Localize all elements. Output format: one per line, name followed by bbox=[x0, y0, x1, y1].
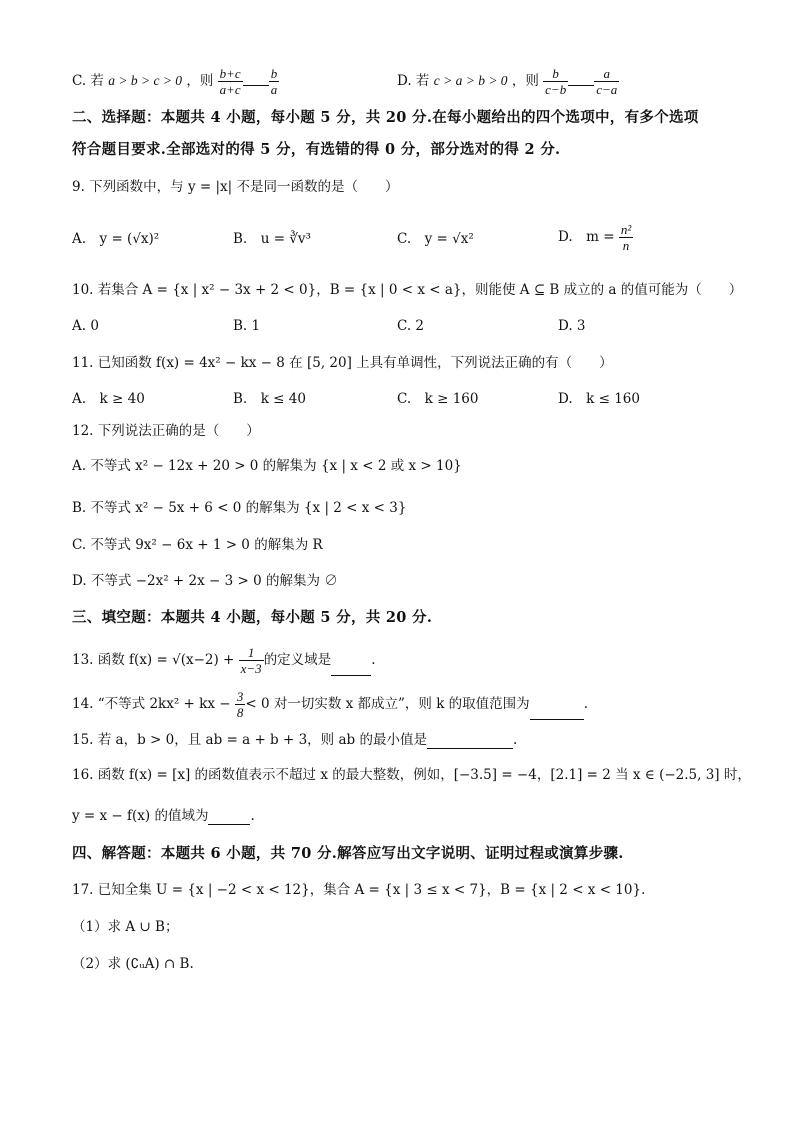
text: ，则 bbox=[511, 73, 539, 89]
question-11-option-b: B. k ≤ 40 bbox=[233, 391, 306, 407]
math-expr: a > b > c > 0 bbox=[108, 73, 183, 88]
text: 13. 函数 f(x) = √(x−2) + bbox=[72, 652, 235, 668]
question-14: 14. “不等式 2kx² + kx − $\frac{3}{8}$ < 0 对一切实数 x 都成立”，则 k 的取值范围为 . bbox=[72, 689, 588, 720]
answer-blank bbox=[331, 661, 371, 676]
frac-den: 8 bbox=[236, 705, 244, 720]
fraction bbox=[218, 66, 243, 97]
fraction bbox=[239, 645, 264, 676]
answer-blank bbox=[568, 77, 594, 86]
question-10-option-b: B. 1 bbox=[233, 318, 261, 334]
frac-num: n² bbox=[620, 222, 632, 237]
fraction bbox=[543, 66, 568, 97]
fraction bbox=[619, 222, 633, 253]
fraction bbox=[269, 66, 280, 97]
text: 的定义域是 bbox=[263, 652, 332, 668]
fraction bbox=[235, 689, 246, 720]
text: 14. “不等式 2kx² + kx − bbox=[72, 696, 231, 712]
frac-num: b+c bbox=[219, 66, 241, 81]
question-17-part-2: （2）求 (∁ᵤA) ∩ B. bbox=[72, 956, 194, 972]
text: y = x − f(x) 的值域为 bbox=[72, 808, 209, 824]
question-10-option-a: A. 0 bbox=[72, 318, 99, 334]
frac-den: c−b bbox=[545, 82, 567, 97]
fraction bbox=[594, 66, 619, 97]
question-15: 15. 若 a，b > 0，且 ab = a + b + 3，则 ab 的最小值是 . bbox=[72, 732, 518, 748]
frac-num: b bbox=[270, 66, 278, 81]
question-9-option-d bbox=[558, 222, 633, 253]
question-11-option-d: D. k ≤ 160 bbox=[558, 391, 640, 407]
question-12-option-d: D. 不等式 −2x² + 2x − 3 > 0 的解集为 ∅ bbox=[72, 573, 338, 589]
frac-num: a bbox=[594, 66, 619, 82]
answer-blank bbox=[427, 734, 513, 749]
question-12-option-b: B. 不等式 x² − 5x + 6 < 0 的解集为 {x | 2 < x < 3} bbox=[72, 500, 407, 516]
answer-blank bbox=[208, 810, 250, 825]
section-2-heading-line1: 二、选择题：本题共 4 小题，每小题 5 分，共 20 分.在每小题给出的四个选项中，有多个选项 bbox=[72, 109, 699, 126]
question-9-option-c: C. y = √x² bbox=[397, 231, 474, 247]
frac-den: n bbox=[622, 238, 630, 253]
option-label: C. 若 bbox=[72, 73, 104, 89]
question-9-option-b: B. u = ∛v³ bbox=[233, 231, 311, 247]
question-10-option-c: C. 2 bbox=[397, 318, 425, 334]
option-label: D. m = bbox=[558, 229, 615, 245]
question-12-stem: 12. 下列说法正确的是（ ） bbox=[72, 423, 260, 439]
question-13: 13. 函数 f(x) = √(x−2) + $\frac{1}{x-3}$ 的定义域是 . bbox=[72, 645, 376, 676]
question-16-line1: 16. 函数 f(x) = [x] 的函数值表示不超过 x 的最大整数，例如，[−3.5] = −4，[2.1] = 2 当 x ∈ (−2.5, 3] 时， bbox=[72, 767, 751, 783]
option-c-prev bbox=[72, 66, 279, 97]
question-11-option-c: C. k ≥ 160 bbox=[397, 391, 479, 407]
frac-den: c−a bbox=[596, 82, 618, 97]
question-10-option-d: D. 3 bbox=[558, 318, 586, 334]
option-label: D. 若 bbox=[397, 73, 430, 89]
question-17-stem: 17. 已知全集 U = {x | −2 < x < 12}，集合 A = {x | 3 ≤ x < 7}，B = {x | 2 < x < 10}. bbox=[72, 882, 646, 898]
option-d-prev bbox=[397, 66, 619, 97]
text: < 0 对一切实数 x 都成立”，则 k 的取值范围为 bbox=[245, 696, 530, 712]
section-2-heading-line2: 符合题目要求.全部选对的得 5 分，有选错的得 0 分，部分选对的得 2 分. bbox=[72, 141, 561, 158]
question-9-option-a: A. y = (√x)² bbox=[72, 231, 160, 247]
text: 15. 若 a，b > 0，且 ab = a + b + 3，则 ab 的最小值是 bbox=[72, 732, 427, 748]
question-16-line2: y = x − f(x) 的值域为 . bbox=[72, 808, 255, 824]
answer-blank bbox=[243, 77, 269, 86]
text: ，则 bbox=[186, 73, 214, 89]
question-10-stem: 10. 若集合 A = {x | x² − 3x + 2 < 0}，B = {x | 0 < x < a}，则能使 A ⊆ B 成立的 a 的值可能为（ ） bbox=[72, 282, 743, 298]
section-3-heading: 三、填空题：本题共 4 小题，每小题 5 分，共 20 分. bbox=[72, 609, 433, 626]
math-expr: c > a > b > 0 bbox=[433, 73, 508, 88]
question-12-option-c: C. 不等式 9x² − 6x + 1 > 0 的解集为 R bbox=[72, 537, 323, 553]
frac-num: 1 bbox=[239, 645, 264, 661]
frac-num: b bbox=[543, 66, 568, 82]
frac-den: a+c bbox=[219, 82, 241, 97]
answer-blank bbox=[530, 705, 584, 720]
question-9-stem: 9. 下列函数中，与 y = |x| 不是同一函数的是（ ） bbox=[72, 179, 399, 195]
frac-den: a bbox=[270, 82, 278, 97]
question-11-option-a: A. k ≥ 40 bbox=[72, 391, 145, 407]
question-11-stem: 11. 已知函数 f(x) = 4x² − kx − 8 在 [5, 20] 上具有单调性，下列说法正确的有（ ） bbox=[72, 355, 613, 371]
question-17-part-1: （1）求 A ∪ B； bbox=[72, 919, 179, 935]
section-4-heading: 四、解答题：本题共 6 小题，共 70 分.解答应写出文字说明、证明过程或演算步骤. bbox=[72, 845, 624, 862]
frac-num: 3 bbox=[236, 689, 244, 704]
frac-den: x−3 bbox=[240, 661, 262, 676]
question-12-option-a: A. 不等式 x² − 12x + 20 > 0 的解集为 {x | x < 2 或 x > 10} bbox=[72, 458, 462, 474]
